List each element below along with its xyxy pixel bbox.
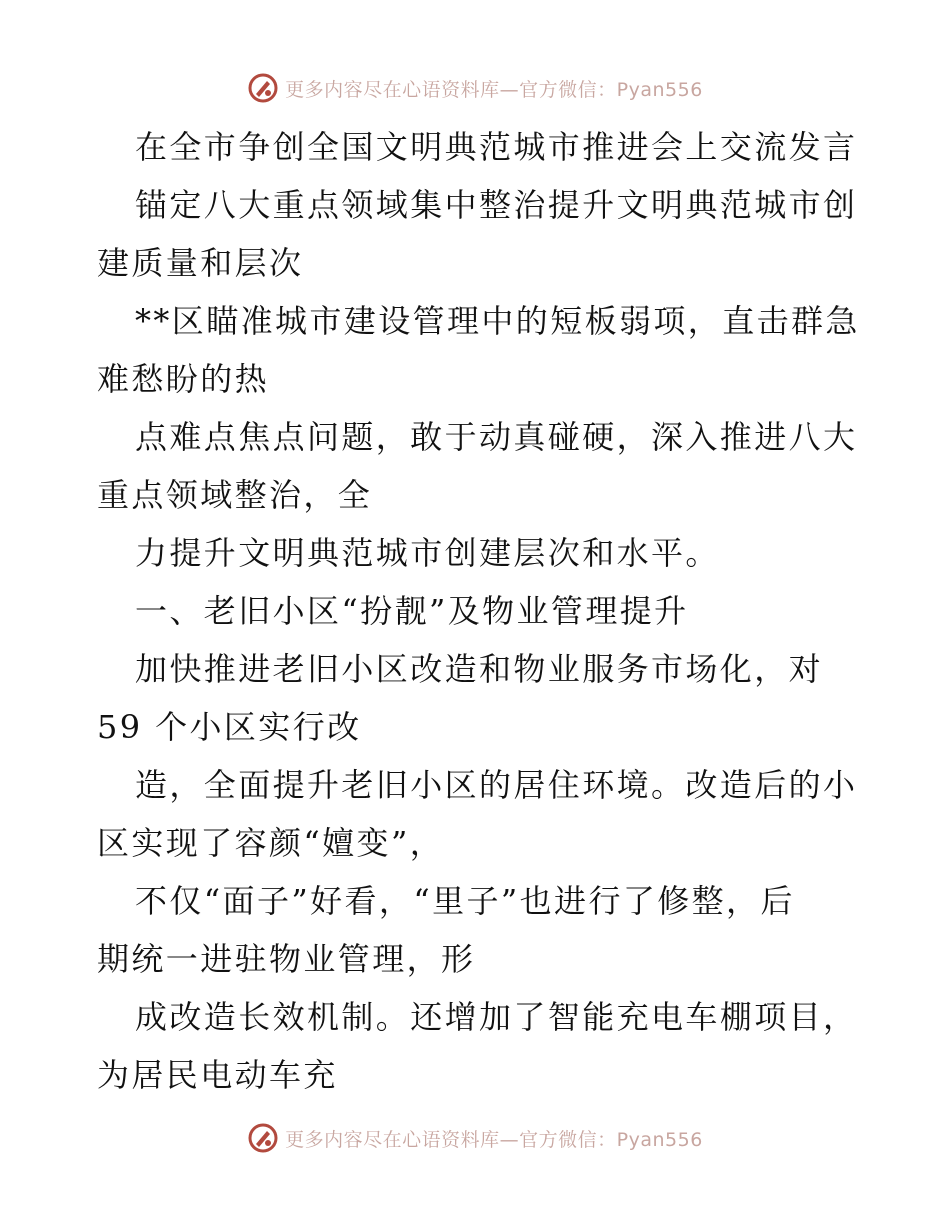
section-heading: 一、老旧小区“扮靓”及物业管理提升 <box>135 592 689 630</box>
document-body <box>97 118 860 1104</box>
paragraph-line: 期统一进驻物业管理，形 <box>97 940 476 978</box>
subtitle-line: 建质量和层次 <box>97 244 304 282</box>
paragraph-line: **区瞄准城市建设管理中的短板弱项，直击群急 <box>135 302 860 340</box>
header-banner <box>0 72 950 104</box>
paragraph-line: 区实现了容颜“嬗变”， <box>97 824 445 862</box>
paragraph-line: 59 个小区实行改 <box>97 708 362 746</box>
footer-banner-text: 更多内容尽在心语资料库—官方微信：Pyan556 <box>285 1128 703 1151</box>
footer-banner <box>0 1122 950 1154</box>
paragraph-line: 加快推进老旧小区改造和物业服务市场化，对 <box>135 650 824 688</box>
paragraph-line: 不仅“面子”好看，“里子”也进行了修整，后 <box>135 882 795 920</box>
header-banner-text: 更多内容尽在心语资料库—官方微信：Pyan556 <box>285 78 703 101</box>
paragraph-line: 力提升文明典范城市创建层次和水平。 <box>135 534 720 572</box>
document-title: 在全市争创全国文明典范城市推进会上交流发言 <box>135 128 858 166</box>
paragraph-line: 成改造长效机制。还增加了智能充电车棚项目， <box>135 998 858 1036</box>
paragraph-line: 为居民电动车充 <box>97 1056 338 1094</box>
brand-logo-icon <box>247 72 279 104</box>
paragraph-line: 点难点焦点问题，敢于动真碰硬，深入推进八大 <box>135 418 858 456</box>
subtitle-line: 锚定八大重点领域集中整治提升文明典范城市创 <box>135 186 858 224</box>
brand-logo-icon <box>247 1122 279 1154</box>
paragraph-line: 造，全面提升老旧小区的居住环境。改造后的小 <box>135 766 858 804</box>
paragraph-line: 难愁盼的热 <box>97 360 270 398</box>
paragraph-line: 重点领域整治，全 <box>97 476 373 514</box>
